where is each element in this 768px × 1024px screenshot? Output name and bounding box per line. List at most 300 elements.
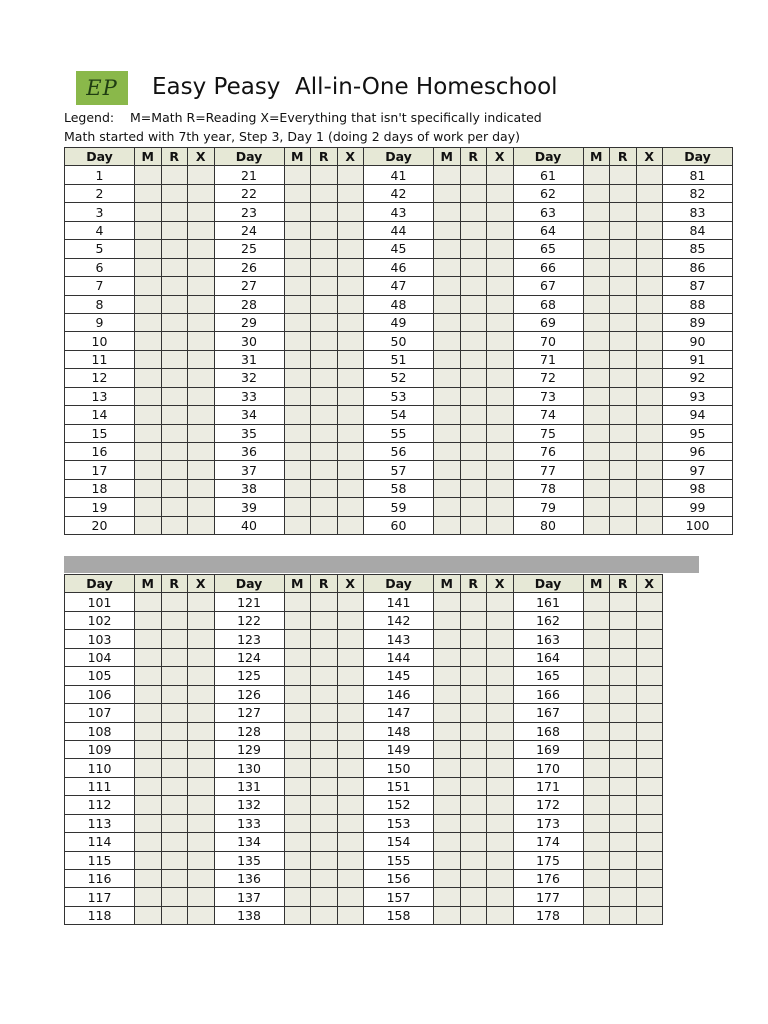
checkbox-cell-x[interactable]	[337, 667, 364, 685]
checkbox-cell-r[interactable]	[161, 777, 188, 795]
checkbox-cell-x[interactable]	[188, 369, 215, 387]
checkbox-cell-r[interactable]	[610, 704, 637, 722]
checkbox-cell-r[interactable]	[161, 332, 188, 350]
checkbox-cell-x[interactable]	[487, 350, 514, 368]
checkbox-cell-x[interactable]	[487, 593, 514, 611]
checkbox-cell-r[interactable]	[460, 630, 487, 648]
checkbox-cell-m[interactable]	[583, 722, 610, 740]
checkbox-cell-r[interactable]	[460, 498, 487, 516]
checkbox-cell-x[interactable]	[636, 166, 663, 184]
checkbox-cell-m[interactable]	[434, 777, 461, 795]
checkbox-cell-r[interactable]	[610, 870, 637, 888]
checkbox-cell-r[interactable]	[311, 796, 338, 814]
checkbox-cell-x[interactable]	[337, 166, 364, 184]
checkbox-cell-r[interactable]	[460, 258, 487, 276]
checkbox-cell-m[interactable]	[135, 796, 162, 814]
checkbox-cell-r[interactable]	[460, 295, 487, 313]
checkbox-cell-x[interactable]	[188, 424, 215, 442]
checkbox-cell-x[interactable]	[636, 295, 663, 313]
checkbox-cell-x[interactable]	[487, 166, 514, 184]
checkbox-cell-r[interactable]	[161, 479, 188, 497]
checkbox-cell-m[interactable]	[284, 350, 311, 368]
checkbox-cell-m[interactable]	[284, 851, 311, 869]
checkbox-cell-r[interactable]	[460, 479, 487, 497]
checkbox-cell-x[interactable]	[188, 258, 215, 276]
checkbox-cell-m[interactable]	[434, 498, 461, 516]
checkbox-cell-m[interactable]	[434, 630, 461, 648]
checkbox-cell-r[interactable]	[311, 630, 338, 648]
checkbox-cell-r[interactable]	[610, 313, 637, 331]
checkbox-cell-m[interactable]	[583, 313, 610, 331]
checkbox-cell-r[interactable]	[311, 369, 338, 387]
checkbox-cell-m[interactable]	[434, 387, 461, 405]
checkbox-cell-m[interactable]	[583, 888, 610, 906]
checkbox-cell-m[interactable]	[583, 704, 610, 722]
checkbox-cell-m[interactable]	[434, 406, 461, 424]
checkbox-cell-x[interactable]	[487, 479, 514, 497]
checkbox-cell-x[interactable]	[337, 277, 364, 295]
checkbox-cell-m[interactable]	[434, 593, 461, 611]
checkbox-cell-x[interactable]	[188, 704, 215, 722]
checkbox-cell-x[interactable]	[487, 870, 514, 888]
checkbox-cell-r[interactable]	[460, 814, 487, 832]
checkbox-cell-m[interactable]	[135, 685, 162, 703]
checkbox-cell-r[interactable]	[311, 203, 338, 221]
checkbox-cell-x[interactable]	[487, 630, 514, 648]
checkbox-cell-x[interactable]	[337, 648, 364, 666]
checkbox-cell-m[interactable]	[135, 387, 162, 405]
checkbox-cell-r[interactable]	[460, 593, 487, 611]
checkbox-cell-r[interactable]	[311, 332, 338, 350]
checkbox-cell-x[interactable]	[337, 240, 364, 258]
checkbox-cell-r[interactable]	[161, 498, 188, 516]
checkbox-cell-r[interactable]	[460, 906, 487, 924]
checkbox-cell-m[interactable]	[284, 685, 311, 703]
checkbox-cell-r[interactable]	[161, 740, 188, 758]
checkbox-cell-r[interactable]	[610, 888, 637, 906]
checkbox-cell-x[interactable]	[636, 870, 663, 888]
checkbox-cell-m[interactable]	[284, 796, 311, 814]
checkbox-cell-m[interactable]	[434, 685, 461, 703]
checkbox-cell-x[interactable]	[487, 258, 514, 276]
checkbox-cell-m[interactable]	[434, 461, 461, 479]
checkbox-cell-m[interactable]	[434, 704, 461, 722]
checkbox-cell-r[interactable]	[161, 166, 188, 184]
checkbox-cell-m[interactable]	[135, 313, 162, 331]
checkbox-cell-m[interactable]	[434, 648, 461, 666]
checkbox-cell-r[interactable]	[610, 516, 637, 534]
checkbox-cell-m[interactable]	[583, 593, 610, 611]
checkbox-cell-m[interactable]	[284, 277, 311, 295]
checkbox-cell-m[interactable]	[135, 870, 162, 888]
checkbox-cell-r[interactable]	[161, 704, 188, 722]
checkbox-cell-m[interactable]	[135, 184, 162, 202]
checkbox-cell-r[interactable]	[161, 406, 188, 424]
checkbox-cell-x[interactable]	[636, 516, 663, 534]
checkbox-cell-m[interactable]	[135, 277, 162, 295]
checkbox-cell-m[interactable]	[284, 611, 311, 629]
checkbox-cell-x[interactable]	[636, 740, 663, 758]
checkbox-cell-x[interactable]	[636, 313, 663, 331]
checkbox-cell-r[interactable]	[460, 350, 487, 368]
checkbox-cell-m[interactable]	[583, 240, 610, 258]
checkbox-cell-r[interactable]	[460, 424, 487, 442]
checkbox-cell-m[interactable]	[135, 593, 162, 611]
checkbox-cell-m[interactable]	[284, 870, 311, 888]
checkbox-cell-r[interactable]	[610, 461, 637, 479]
checkbox-cell-m[interactable]	[135, 461, 162, 479]
checkbox-cell-m[interactable]	[434, 184, 461, 202]
checkbox-cell-m[interactable]	[583, 479, 610, 497]
checkbox-cell-x[interactable]	[636, 424, 663, 442]
checkbox-cell-m[interactable]	[434, 166, 461, 184]
checkbox-cell-m[interactable]	[284, 479, 311, 497]
checkbox-cell-m[interactable]	[434, 667, 461, 685]
checkbox-cell-x[interactable]	[337, 906, 364, 924]
checkbox-cell-m[interactable]	[583, 777, 610, 795]
checkbox-cell-m[interactable]	[434, 833, 461, 851]
checkbox-cell-x[interactable]	[636, 443, 663, 461]
checkbox-cell-r[interactable]	[161, 722, 188, 740]
checkbox-cell-r[interactable]	[311, 295, 338, 313]
checkbox-cell-r[interactable]	[610, 851, 637, 869]
checkbox-cell-x[interactable]	[487, 648, 514, 666]
checkbox-cell-m[interactable]	[583, 295, 610, 313]
checkbox-cell-r[interactable]	[311, 184, 338, 202]
checkbox-cell-m[interactable]	[284, 258, 311, 276]
checkbox-cell-m[interactable]	[284, 888, 311, 906]
checkbox-cell-m[interactable]	[284, 593, 311, 611]
checkbox-cell-m[interactable]	[135, 667, 162, 685]
checkbox-cell-x[interactable]	[337, 424, 364, 442]
checkbox-cell-m[interactable]	[583, 277, 610, 295]
checkbox-cell-r[interactable]	[460, 387, 487, 405]
checkbox-cell-x[interactable]	[337, 870, 364, 888]
checkbox-cell-m[interactable]	[583, 369, 610, 387]
checkbox-cell-r[interactable]	[311, 240, 338, 258]
checkbox-cell-x[interactable]	[636, 277, 663, 295]
checkbox-cell-x[interactable]	[487, 888, 514, 906]
checkbox-cell-r[interactable]	[610, 593, 637, 611]
checkbox-cell-r[interactable]	[460, 704, 487, 722]
checkbox-cell-x[interactable]	[487, 406, 514, 424]
checkbox-cell-x[interactable]	[337, 516, 364, 534]
checkbox-cell-m[interactable]	[135, 332, 162, 350]
checkbox-cell-r[interactable]	[460, 611, 487, 629]
checkbox-cell-m[interactable]	[583, 906, 610, 924]
checkbox-cell-x[interactable]	[188, 906, 215, 924]
checkbox-cell-r[interactable]	[311, 498, 338, 516]
checkbox-cell-m[interactable]	[284, 424, 311, 442]
checkbox-cell-m[interactable]	[135, 888, 162, 906]
checkbox-cell-x[interactable]	[487, 203, 514, 221]
checkbox-cell-r[interactable]	[161, 350, 188, 368]
checkbox-cell-m[interactable]	[284, 777, 311, 795]
checkbox-cell-x[interactable]	[337, 611, 364, 629]
checkbox-cell-r[interactable]	[311, 777, 338, 795]
checkbox-cell-x[interactable]	[188, 851, 215, 869]
checkbox-cell-r[interactable]	[610, 648, 637, 666]
checkbox-cell-m[interactable]	[434, 350, 461, 368]
checkbox-cell-m[interactable]	[583, 685, 610, 703]
checkbox-cell-m[interactable]	[583, 516, 610, 534]
checkbox-cell-m[interactable]	[135, 759, 162, 777]
checkbox-cell-r[interactable]	[161, 759, 188, 777]
checkbox-cell-m[interactable]	[135, 166, 162, 184]
checkbox-cell-r[interactable]	[610, 722, 637, 740]
checkbox-cell-m[interactable]	[284, 722, 311, 740]
checkbox-cell-x[interactable]	[188, 516, 215, 534]
checkbox-cell-x[interactable]	[337, 406, 364, 424]
checkbox-cell-m[interactable]	[135, 722, 162, 740]
checkbox-cell-r[interactable]	[311, 443, 338, 461]
checkbox-cell-m[interactable]	[135, 906, 162, 924]
checkbox-cell-m[interactable]	[583, 350, 610, 368]
checkbox-cell-m[interactable]	[583, 796, 610, 814]
checkbox-cell-r[interactable]	[610, 369, 637, 387]
checkbox-cell-m[interactable]	[583, 814, 610, 832]
checkbox-cell-m[interactable]	[284, 833, 311, 851]
checkbox-cell-x[interactable]	[188, 630, 215, 648]
checkbox-cell-x[interactable]	[636, 461, 663, 479]
checkbox-cell-x[interactable]	[188, 796, 215, 814]
checkbox-cell-m[interactable]	[284, 387, 311, 405]
checkbox-cell-r[interactable]	[161, 833, 188, 851]
checkbox-cell-r[interactable]	[610, 277, 637, 295]
checkbox-cell-x[interactable]	[337, 740, 364, 758]
checkbox-cell-m[interactable]	[135, 479, 162, 497]
checkbox-cell-m[interactable]	[284, 221, 311, 239]
checkbox-cell-m[interactable]	[583, 740, 610, 758]
checkbox-cell-r[interactable]	[311, 387, 338, 405]
checkbox-cell-r[interactable]	[161, 424, 188, 442]
checkbox-cell-m[interactable]	[284, 667, 311, 685]
checkbox-cell-x[interactable]	[337, 203, 364, 221]
checkbox-cell-r[interactable]	[311, 424, 338, 442]
checkbox-cell-r[interactable]	[460, 888, 487, 906]
checkbox-cell-x[interactable]	[188, 406, 215, 424]
checkbox-cell-r[interactable]	[311, 833, 338, 851]
checkbox-cell-x[interactable]	[636, 630, 663, 648]
checkbox-cell-x[interactable]	[487, 461, 514, 479]
checkbox-cell-m[interactable]	[583, 667, 610, 685]
checkbox-cell-x[interactable]	[487, 221, 514, 239]
checkbox-cell-m[interactable]	[135, 350, 162, 368]
checkbox-cell-r[interactable]	[460, 184, 487, 202]
checkbox-cell-r[interactable]	[610, 443, 637, 461]
checkbox-cell-r[interactable]	[311, 740, 338, 758]
checkbox-cell-r[interactable]	[161, 221, 188, 239]
checkbox-cell-x[interactable]	[636, 498, 663, 516]
checkbox-cell-m[interactable]	[583, 870, 610, 888]
checkbox-cell-x[interactable]	[188, 759, 215, 777]
checkbox-cell-x[interactable]	[188, 443, 215, 461]
checkbox-cell-r[interactable]	[161, 443, 188, 461]
checkbox-cell-r[interactable]	[161, 851, 188, 869]
checkbox-cell-m[interactable]	[284, 332, 311, 350]
checkbox-cell-r[interactable]	[161, 258, 188, 276]
checkbox-cell-r[interactable]	[311, 166, 338, 184]
checkbox-cell-m[interactable]	[434, 295, 461, 313]
checkbox-cell-x[interactable]	[487, 387, 514, 405]
checkbox-cell-x[interactable]	[636, 667, 663, 685]
checkbox-cell-r[interactable]	[161, 295, 188, 313]
checkbox-cell-x[interactable]	[188, 240, 215, 258]
checkbox-cell-x[interactable]	[487, 611, 514, 629]
checkbox-cell-m[interactable]	[434, 258, 461, 276]
checkbox-cell-m[interactable]	[583, 498, 610, 516]
checkbox-cell-m[interactable]	[135, 443, 162, 461]
checkbox-cell-r[interactable]	[610, 332, 637, 350]
checkbox-cell-m[interactable]	[284, 166, 311, 184]
checkbox-cell-m[interactable]	[434, 277, 461, 295]
checkbox-cell-r[interactable]	[610, 166, 637, 184]
checkbox-cell-r[interactable]	[460, 221, 487, 239]
checkbox-cell-x[interactable]	[188, 833, 215, 851]
checkbox-cell-m[interactable]	[434, 611, 461, 629]
checkbox-cell-m[interactable]	[284, 240, 311, 258]
checkbox-cell-r[interactable]	[161, 870, 188, 888]
checkbox-cell-x[interactable]	[188, 498, 215, 516]
checkbox-cell-x[interactable]	[636, 685, 663, 703]
checkbox-cell-x[interactable]	[337, 851, 364, 869]
checkbox-cell-x[interactable]	[636, 240, 663, 258]
checkbox-cell-r[interactable]	[610, 740, 637, 758]
checkbox-cell-x[interactable]	[337, 443, 364, 461]
checkbox-cell-r[interactable]	[610, 796, 637, 814]
checkbox-cell-r[interactable]	[311, 611, 338, 629]
checkbox-cell-x[interactable]	[636, 350, 663, 368]
checkbox-cell-r[interactable]	[610, 906, 637, 924]
checkbox-cell-x[interactable]	[487, 906, 514, 924]
checkbox-cell-m[interactable]	[583, 406, 610, 424]
checkbox-cell-x[interactable]	[487, 240, 514, 258]
checkbox-cell-x[interactable]	[188, 479, 215, 497]
checkbox-cell-x[interactable]	[188, 350, 215, 368]
checkbox-cell-r[interactable]	[161, 461, 188, 479]
checkbox-cell-r[interactable]	[610, 833, 637, 851]
checkbox-cell-r[interactable]	[161, 685, 188, 703]
checkbox-cell-m[interactable]	[135, 611, 162, 629]
checkbox-cell-x[interactable]	[337, 498, 364, 516]
checkbox-cell-x[interactable]	[636, 851, 663, 869]
checkbox-cell-x[interactable]	[636, 369, 663, 387]
checkbox-cell-m[interactable]	[284, 740, 311, 758]
checkbox-cell-x[interactable]	[487, 851, 514, 869]
checkbox-cell-x[interactable]	[636, 479, 663, 497]
checkbox-cell-x[interactable]	[188, 332, 215, 350]
checkbox-cell-r[interactable]	[311, 593, 338, 611]
checkbox-cell-m[interactable]	[135, 777, 162, 795]
checkbox-cell-m[interactable]	[583, 258, 610, 276]
checkbox-cell-x[interactable]	[487, 722, 514, 740]
checkbox-cell-r[interactable]	[161, 648, 188, 666]
checkbox-cell-x[interactable]	[337, 814, 364, 832]
checkbox-cell-r[interactable]	[610, 611, 637, 629]
checkbox-cell-r[interactable]	[460, 369, 487, 387]
checkbox-cell-r[interactable]	[161, 888, 188, 906]
checkbox-cell-x[interactable]	[188, 870, 215, 888]
checkbox-cell-m[interactable]	[284, 630, 311, 648]
checkbox-cell-m[interactable]	[434, 814, 461, 832]
checkbox-cell-m[interactable]	[284, 906, 311, 924]
checkbox-cell-r[interactable]	[161, 667, 188, 685]
checkbox-cell-m[interactable]	[583, 759, 610, 777]
checkbox-cell-r[interactable]	[610, 479, 637, 497]
checkbox-cell-x[interactable]	[636, 888, 663, 906]
checkbox-cell-m[interactable]	[284, 461, 311, 479]
checkbox-cell-m[interactable]	[135, 814, 162, 832]
checkbox-cell-r[interactable]	[311, 406, 338, 424]
checkbox-cell-x[interactable]	[636, 406, 663, 424]
checkbox-cell-r[interactable]	[610, 258, 637, 276]
checkbox-cell-m[interactable]	[135, 258, 162, 276]
checkbox-cell-m[interactable]	[135, 221, 162, 239]
checkbox-cell-r[interactable]	[161, 630, 188, 648]
checkbox-cell-x[interactable]	[487, 759, 514, 777]
checkbox-cell-x[interactable]	[636, 611, 663, 629]
checkbox-cell-r[interactable]	[311, 759, 338, 777]
checkbox-cell-m[interactable]	[434, 369, 461, 387]
checkbox-cell-r[interactable]	[161, 796, 188, 814]
checkbox-cell-m[interactable]	[135, 203, 162, 221]
checkbox-cell-r[interactable]	[311, 258, 338, 276]
checkbox-cell-m[interactable]	[434, 313, 461, 331]
checkbox-cell-x[interactable]	[487, 498, 514, 516]
checkbox-cell-m[interactable]	[135, 369, 162, 387]
checkbox-cell-r[interactable]	[460, 406, 487, 424]
checkbox-cell-x[interactable]	[636, 796, 663, 814]
checkbox-cell-r[interactable]	[460, 166, 487, 184]
checkbox-cell-m[interactable]	[583, 332, 610, 350]
checkbox-cell-m[interactable]	[284, 516, 311, 534]
checkbox-cell-m[interactable]	[434, 722, 461, 740]
checkbox-cell-m[interactable]	[135, 516, 162, 534]
checkbox-cell-x[interactable]	[188, 461, 215, 479]
checkbox-cell-x[interactable]	[337, 593, 364, 611]
checkbox-cell-x[interactable]	[188, 722, 215, 740]
checkbox-cell-r[interactable]	[311, 461, 338, 479]
checkbox-cell-x[interactable]	[487, 332, 514, 350]
checkbox-cell-x[interactable]	[337, 387, 364, 405]
checkbox-cell-x[interactable]	[337, 479, 364, 497]
checkbox-cell-x[interactable]	[337, 685, 364, 703]
checkbox-cell-x[interactable]	[636, 332, 663, 350]
checkbox-cell-m[interactable]	[434, 759, 461, 777]
checkbox-cell-r[interactable]	[161, 906, 188, 924]
checkbox-cell-m[interactable]	[583, 833, 610, 851]
checkbox-cell-x[interactable]	[487, 295, 514, 313]
checkbox-cell-r[interactable]	[161, 593, 188, 611]
checkbox-cell-x[interactable]	[487, 443, 514, 461]
checkbox-cell-m[interactable]	[284, 369, 311, 387]
checkbox-cell-r[interactable]	[311, 704, 338, 722]
checkbox-cell-r[interactable]	[460, 240, 487, 258]
checkbox-cell-x[interactable]	[636, 777, 663, 795]
checkbox-cell-x[interactable]	[188, 814, 215, 832]
checkbox-cell-m[interactable]	[135, 630, 162, 648]
checkbox-cell-x[interactable]	[337, 461, 364, 479]
checkbox-cell-x[interactable]	[636, 593, 663, 611]
checkbox-cell-m[interactable]	[135, 740, 162, 758]
checkbox-cell-x[interactable]	[487, 814, 514, 832]
checkbox-cell-r[interactable]	[610, 406, 637, 424]
checkbox-cell-m[interactable]	[583, 851, 610, 869]
checkbox-cell-r[interactable]	[161, 240, 188, 258]
checkbox-cell-r[interactable]	[460, 833, 487, 851]
checkbox-cell-x[interactable]	[487, 184, 514, 202]
checkbox-cell-x[interactable]	[487, 424, 514, 442]
